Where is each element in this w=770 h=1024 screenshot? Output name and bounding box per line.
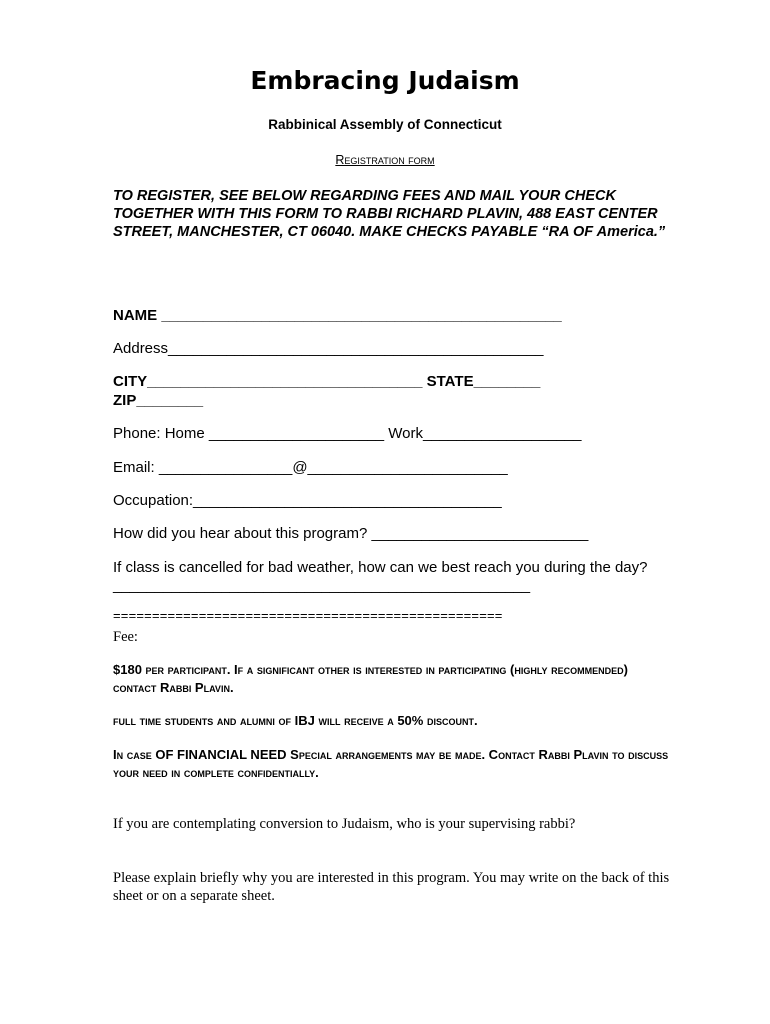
hear-about-field[interactable]: How did you hear about this program? __________________________	[113, 525, 589, 542]
fee-financial-need-text: In case OF FINANCIAL NEED Special arrangements may be made. Contact Rabbi Plavin to discuss your need in complete confidentially.	[113, 747, 669, 780]
fee-participant-text: $180 per participant. If a significant other is interested in participating (highly recommended) contact Rabbi Plavin.	[113, 662, 628, 695]
fee-label: Fee:	[113, 629, 138, 645]
zip-field[interactable]: ZIP________	[113, 392, 204, 409]
email-field[interactable]: Email: ________________@________________________	[113, 459, 508, 476]
address-field[interactable]: Address_____________________________________________	[113, 340, 544, 357]
registration-instructions: TO REGISTER, SEE BELOW REGARDING FEES AND MAIL YOUR CHECK TOGETHER WITH THIS FORM TO RABBI RICHARD PLAVIN, 488 EAST CENTER STREET, MANCHESTER, CT 06040. MAKE CHECKS PAYABLE “RA OF America.”	[113, 188, 666, 240]
weather-contact-question: If class is cancelled for bad weather, how can we best reach you during the day?	[113, 559, 648, 576]
organization-subtitle: Rabbinical Assembly of Connecticut	[268, 117, 502, 132]
occupation-field[interactable]: Occupation:_____________________________________	[113, 492, 502, 509]
weather-contact-field[interactable]: __________________________________________________	[113, 577, 531, 594]
name-field[interactable]: NAME ________________________________________________	[113, 307, 562, 324]
city-state-field[interactable]: CITY_________________________________ STATE________	[113, 373, 541, 390]
conversion-question: If you are contemplating conversion to Judaism, who is your supervising rabbi?	[113, 816, 576, 832]
fee-students-text: full time students and alumni of IBJ will receive a 50% discount.	[113, 713, 478, 728]
phone-field[interactable]: Phone: Home _____________________ Work___________________	[113, 425, 582, 442]
section-separator: ==================================================	[113, 608, 503, 623]
form-label: Registration form	[335, 153, 435, 167]
page-title: Embracing Judaism	[250, 66, 520, 95]
explain-interest-question: Please explain briefly why you are interested in this program. You may write on the back of this sheet or on a separate sheet.	[113, 870, 670, 904]
